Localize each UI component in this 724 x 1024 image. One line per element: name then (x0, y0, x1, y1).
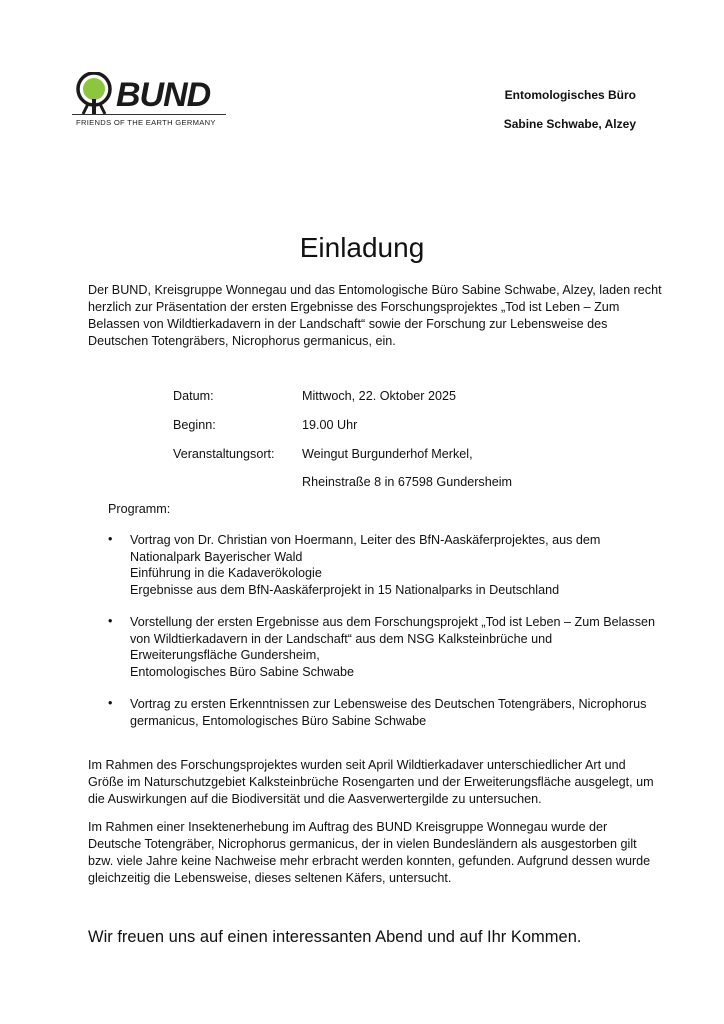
text-line: herzlich zur Präsentation der ersten Ergebnisse des Forschungsprojektes „Tod ist Leben – Zum (88, 300, 620, 314)
closing-line: Wir freuen uns auf einen interessanten Abend und auf Ihr Kommen. (88, 928, 582, 946)
header-line-2: Sabine Schwabe, Alzey (503, 117, 636, 131)
page-title: Einladung (299, 232, 425, 263)
program-item (130, 614, 655, 680)
text-line: von Wildtierkadavern in der Landschaft“ aus dem NSG Kalksteinbrüche und (130, 631, 553, 646)
program-label: Programm: (108, 502, 171, 516)
start-label: Beginn: (173, 418, 216, 432)
header-line-1: Entomologisches Büro (504, 88, 636, 102)
program-item (130, 696, 646, 729)
text-line: Im Rahmen des Forschungsprojektes wurden seit April Wildtierkadaver unterschiedlicher Art und (88, 758, 626, 772)
text-line: Ergebnisse aus dem BfN-Aaskäferprojekt in 15 Nationalparks in Deutschland (130, 582, 560, 597)
text-line: Vorstellung der ersten Ergebnisse aus dem Forschungsprojekt „Tod ist Leben – Zum Belassen (130, 615, 656, 629)
text-line: Nationalpark Bayerischer Wald (130, 549, 303, 564)
text-line: Einführung in die Kadaverökologie (130, 566, 322, 581)
text-line: Belassen von Wildtierkadavern in der Landschaft“ sowie der Forschung zur Lebensweise des (88, 317, 608, 331)
text-line: Der BUND, Kreisgruppe Wonnegau und das Entomologische Büro Sabine Schwabe, Alzey, laden recht (88, 283, 662, 297)
logo-wordmark: BUND (116, 76, 211, 114)
program-item (130, 532, 600, 598)
text-line: Vortrag von Dr. Christian von Hoermann, Leiter des BfN-Aaskäferprojektes, aus dem (130, 533, 601, 547)
date-label: Datum: (173, 389, 214, 403)
date-value: Mittwoch, 22. Oktober 2025 (302, 389, 457, 403)
text-line: bzw. viele Jahre keine Nachweise mehr erbracht werden konnten, gefunden. Aufgrund dessen wurde (88, 854, 651, 868)
start-value: 19.00 Uhr (302, 418, 358, 432)
logo-divider (72, 114, 226, 115)
bund-logo (72, 72, 232, 132)
text-line: Vortrag zu ersten Erkenntnissen zur Lebensweise des Deutschen Totengräbers, Nicrophorus (130, 697, 647, 711)
venue-value: Weingut Burgunderhof Merkel, (302, 447, 473, 461)
text-line: die Auswirkungen auf die Biodiversität und die Aasverwertergilde zu untersuchen. (88, 792, 542, 806)
paragraph-survey (88, 819, 651, 887)
bund-logo-icon (74, 72, 118, 116)
bullet-icon: • (108, 614, 113, 628)
intro-paragraph (88, 282, 662, 350)
text-line: Größe im Naturschutzgebiet Kalksteinbrüche Rosengarten und der Erweiterungsfläche ausgelegt, um (88, 775, 654, 789)
text-line: Entomologisches Büro Sabine Schwabe (130, 664, 355, 679)
venue-label: Veranstaltungsort: (173, 447, 275, 461)
text-line: germanicus, Entomologisches Büro Sabine Schwabe (130, 713, 427, 728)
text-line: Im Rahmen einer Insektenerhebung im Auftrag des BUND Kreisgruppe Wonnegau wurde der (88, 820, 608, 834)
bullet-icon: • (108, 696, 113, 710)
bullet-icon: • (108, 532, 113, 546)
text-line: Erweiterungsfläche Gundersheim, (130, 648, 320, 663)
venue-address: Rheinstraße 8 in 67598 Gundersheim (302, 475, 513, 489)
text-line: Deutsche Totengräber, Nicrophorus germanicus, der in vielen Bundesländern als ausgestorben gilt (88, 837, 637, 851)
logo-tagline: FRIENDS OF THE EARTH GERMANY (76, 118, 216, 127)
text-line: gleichzeitig die Lebensweise, dieses seltenen Käfers, untersucht. (88, 871, 452, 885)
paragraph-research (88, 757, 654, 808)
text-line: Deutschen Totengräbers, Nicrophorus germanicus, ein. (88, 334, 396, 348)
